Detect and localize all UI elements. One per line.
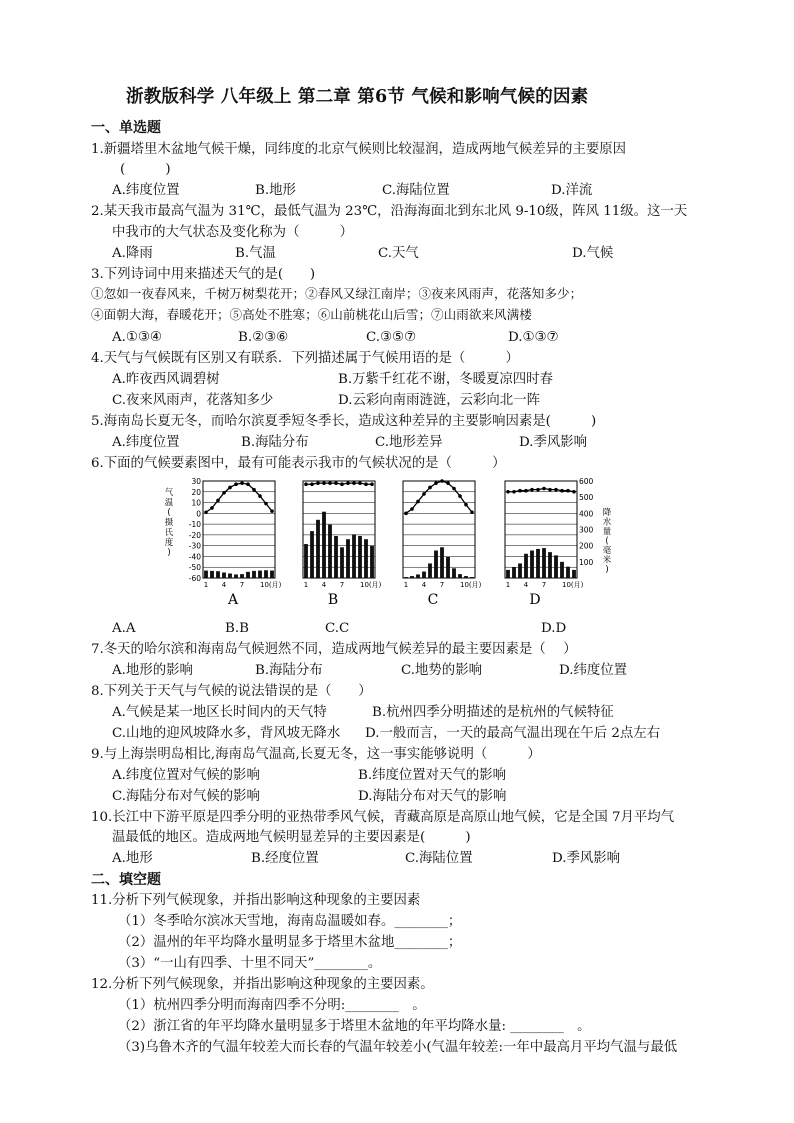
question-7-option-d: D.纬度位置	[559, 663, 628, 678]
section-heading-choice: 一、单选题	[91, 120, 161, 136]
month-tick-label: 1	[303, 581, 309, 589]
question-6-stem: 6.下面的气候要素图中，最有可能表示我市的气候状况的是（ ）	[91, 456, 506, 471]
precip-bar	[566, 567, 570, 578]
month-tick-label: 7	[339, 581, 345, 589]
question-9-option-a: A.纬度位置对气候的影响	[112, 768, 260, 783]
precip-bar	[452, 568, 456, 578]
question-6-option-c: C.C	[325, 621, 350, 636]
temp-point	[422, 492, 426, 496]
precip-bar	[322, 512, 326, 578]
precip-bar	[252, 571, 256, 578]
question-1-option-d: D.洋流	[551, 183, 593, 198]
question-7-option-a: A.地形的影响	[112, 663, 193, 678]
question-9-option-b: B.纬度位置对天气的影响	[358, 768, 507, 783]
month-tick-label: 4	[321, 581, 327, 589]
precip-bar	[234, 574, 238, 578]
temp-tick-label: -20	[188, 530, 201, 540]
precip-bar	[240, 574, 244, 578]
precip-tick-label: 600	[579, 477, 594, 486]
question-7-stem: 7.冬天的哈尔滨和海南岛气候迥然不同，造成两地气候差异的最主要因素是（ ）	[91, 642, 577, 657]
question-2-option-b: B.气温	[235, 246, 276, 261]
precip-bar	[410, 576, 414, 578]
precip-bar	[536, 549, 540, 578]
precip-axis-label-char: 水	[602, 517, 612, 528]
question-12-item-2: （2）浙江省的年平均降水量明显多于塔里木盆地的年平均降水量: ________ 。	[118, 1019, 591, 1034]
temp-point	[252, 488, 256, 492]
precip-bar	[258, 571, 262, 578]
precip-bar	[228, 573, 232, 578]
question-9-option-c: C.海陆分布对气候的影响	[112, 789, 260, 804]
question-12-item-1: （1）杭州四季分明而海南四季不分明:________ 。	[118, 998, 426, 1013]
temp-point	[264, 502, 268, 506]
chart-frame	[203, 481, 275, 578]
temp-point	[428, 486, 432, 490]
precip-axis-label-char: 毫	[602, 546, 612, 556]
month-tick-label: 1	[203, 581, 209, 589]
temp-point	[542, 487, 546, 491]
question-3-option-d: D.①③⑦	[508, 330, 559, 345]
question-5-option-a: A.纬度位置	[112, 435, 180, 450]
question-12-stem: 12.分析下列气候现象，并指出影响这种现象的主要因素。	[91, 977, 434, 992]
temp-point	[536, 488, 540, 492]
precip-bar	[560, 562, 564, 578]
question-10-option-a: A.地形	[112, 851, 153, 866]
month-tick-label: 1	[505, 581, 511, 589]
question-1-option-c: C.海陆位置	[382, 183, 450, 198]
temp-point	[440, 479, 444, 483]
precip-bar	[334, 536, 338, 578]
precip-bar	[440, 547, 444, 578]
temp-tick-label: 10	[191, 498, 201, 508]
temp-point	[228, 486, 232, 490]
question-10-stem-line1: 10.长江中下游平原是四季分明的亚热带季风气候，青藏高原是高原山地气候，它是全国 7月平均气	[91, 810, 675, 825]
temp-point	[316, 481, 320, 485]
question-1-blank: ( )	[120, 162, 171, 177]
question-4-option-d: D.云彩向南雨涟涟，云彩向北一阵	[338, 393, 540, 408]
precip-bar	[340, 547, 344, 578]
temp-point	[240, 481, 244, 485]
temp-point	[572, 490, 576, 494]
question-8-option-d: D.一般而言，一天的最高气温出现在午后 2点左右	[365, 726, 661, 741]
temp-line	[306, 483, 372, 484]
precip-bar	[458, 574, 462, 578]
section-heading-fill: 二、填空题	[91, 872, 161, 888]
temp-axis-label-char: )	[167, 548, 171, 558]
question-10-option-b: B.经度位置	[251, 851, 319, 866]
temp-axis-label-char: 摄	[164, 518, 174, 528]
precip-bar	[346, 539, 350, 578]
question-1-option-b: B.地形	[255, 183, 296, 198]
temp-point	[548, 488, 552, 492]
temp-point	[328, 481, 332, 485]
question-2-stem-line2: 中我市的大气状态及变化称为（ ）	[112, 225, 354, 240]
precip-bar	[364, 539, 368, 578]
precip-bar	[428, 563, 432, 578]
temp-axis-label-char: 气	[164, 488, 174, 498]
temp-point	[464, 503, 468, 507]
precip-bar	[310, 531, 314, 578]
temp-point	[554, 488, 558, 492]
month-tick-label: 4	[523, 581, 529, 589]
temp-point	[346, 481, 350, 485]
month-tick-label: 10(月)	[260, 581, 282, 589]
question-9-option-d: D.海陆分布对天气的影响	[358, 789, 507, 804]
question-5-option-d: D.季风影响	[519, 435, 588, 450]
temp-point	[404, 512, 408, 516]
precip-axis-label-char: (	[605, 536, 609, 547]
temp-point	[364, 482, 368, 486]
month-tick-label: 10(月)	[360, 581, 382, 589]
precip-bar	[518, 563, 522, 578]
chart-frame	[403, 481, 475, 578]
temp-point	[340, 482, 344, 486]
precip-tick-label: 500	[579, 493, 594, 503]
month-tick-label: 10(月)	[460, 581, 482, 589]
temp-tick-label: -30	[188, 541, 201, 551]
question-10-option-c: C.海陆位置	[405, 851, 473, 866]
temp-point	[222, 491, 226, 495]
question-5-option-b: B.海陆分布	[241, 435, 309, 450]
temp-point	[370, 482, 374, 486]
temp-point	[530, 488, 534, 492]
temp-point	[216, 499, 220, 503]
question-8-option-a: A.气候是某一地区长时间内的天气特	[112, 705, 327, 720]
question-4-option-b: B.万紫千红花不谢，冬暖夏凉四时春	[338, 372, 553, 387]
chart-frame	[505, 481, 577, 578]
question-5-option-c: C.地形差异	[375, 435, 443, 450]
precip-axis-label-char: )	[605, 565, 609, 575]
temp-point	[524, 489, 528, 493]
temp-point	[270, 509, 274, 513]
temp-axis-label-char: (	[167, 508, 171, 518]
precip-bar	[470, 577, 474, 578]
question-6-option-a: A.A	[112, 621, 136, 636]
question-8-option-c: C.山地的迎风坡降水多，背风坡无降水	[112, 726, 341, 741]
question-7-option-c: C.地势的影响	[401, 663, 482, 678]
question-11-item-2: （2）温州的年平均降水量明显多于塔里木盆地________；	[118, 935, 462, 950]
precip-bar	[572, 570, 576, 578]
temp-line	[406, 481, 472, 513]
month-tick-label: 4	[221, 581, 227, 589]
temp-point	[322, 481, 326, 485]
precip-tick-label: 400	[579, 509, 594, 519]
question-3-poems-line2: ④面朝大海，春暖花开；⑤高处不胜寒；⑥山前桃花山后雪；⑦山雨欲来风满楼	[91, 307, 532, 322]
question-2-option-d: D.气候	[572, 246, 614, 261]
precip-bar	[316, 520, 320, 578]
temp-point	[210, 506, 214, 510]
temp-point	[204, 510, 208, 514]
precip-axis-label-char: 量	[602, 527, 612, 537]
panel-label: A	[227, 592, 239, 608]
temp-point	[352, 481, 356, 485]
page-title: 浙教版科学 八年级上 第二章 第6节 气候和影响气候的因素	[126, 87, 589, 107]
month-tick-label: 10(月)	[562, 581, 584, 589]
precip-bar	[246, 572, 250, 578]
temp-point	[410, 507, 414, 511]
precip-bar	[358, 536, 362, 578]
temp-tick-label: -60	[188, 574, 201, 583]
temp-tick-label: 20	[191, 487, 201, 497]
precip-tick-label: 100	[579, 557, 594, 567]
panel-label: D	[529, 592, 541, 608]
question-3-stem: 3.下列诗词中用来描述天气的是( )	[91, 267, 316, 282]
precip-bar	[530, 551, 534, 578]
question-11-item-1: （1）冬季哈尔滨冰天雪地，海南岛温暖如春。________；	[118, 914, 462, 929]
temp-point	[506, 490, 510, 494]
precip-bar	[512, 567, 516, 578]
question-11-item-3: （3）“一山有四季、十里不同天”________。	[118, 956, 382, 971]
month-tick-label: 4	[421, 581, 427, 589]
precip-bar	[328, 525, 332, 578]
precip-bar	[524, 554, 528, 578]
temp-tick-label: 0	[196, 509, 201, 519]
question-8-option-b: B.杭州四季分明描述的是杭州的气候特征	[372, 705, 614, 720]
precip-bar	[416, 574, 420, 578]
temp-axis-label-char: 氏	[164, 528, 174, 538]
month-tick-label: 7	[541, 581, 547, 589]
precip-bar	[404, 577, 408, 578]
precip-tick-label: 300	[579, 525, 594, 535]
temp-tick-label: -40	[188, 552, 201, 562]
temp-point	[246, 482, 250, 486]
temp-point	[234, 482, 238, 486]
temp-point	[304, 482, 308, 486]
temp-point	[518, 489, 522, 493]
question-2-option-a: A.降雨	[112, 246, 153, 261]
question-2-option-c: C.天气	[378, 246, 419, 261]
temp-point	[358, 481, 362, 485]
question-3-option-c: C.③⑤⑦	[366, 330, 417, 345]
temp-tick-label: -50	[188, 563, 201, 573]
temp-axis-label-char: 温	[164, 498, 174, 508]
temp-point	[258, 494, 262, 498]
question-10-stem-line2: 温最低的地区。造成两地气候明显差异的主要因素是( )	[112, 830, 471, 845]
temp-point	[566, 489, 570, 493]
question-2-stem-line1: 2.某天我市最高气温为 31℃，最低气温为 23℃，沿海海面北到东北风 9-10级，阵风 11级。这一天	[91, 204, 688, 219]
precip-axis-label-char: 米	[602, 555, 612, 566]
question-8-stem: 8.下列关于天气与气候的说法错误的是（ ）	[91, 684, 372, 699]
question-3-option-b: B.②③⑥	[238, 330, 289, 345]
question-7-option-b: B.海陆分布	[255, 663, 323, 678]
precip-bar	[210, 571, 214, 578]
question-4-option-a: A.昨夜西风调碧树	[112, 372, 220, 387]
question-9-stem: 9.与上海崇明岛相比,海南岛气温高,长夏无冬，这一事实能够说明（ ）	[91, 747, 541, 762]
question-12-item-3: （3)乌鲁木齐的气温年较差大而长春的气温年较差小(气温年较差:一年中最高月平均气温与最低	[118, 1040, 678, 1055]
panel-label: C	[427, 592, 439, 608]
precip-bar	[370, 546, 374, 578]
month-tick-label: 1	[403, 581, 409, 589]
temp-point	[458, 494, 462, 498]
question-11-stem: 11.分析下列气候现象，并指出影响这种现象的主要因素	[91, 893, 421, 908]
month-tick-label: 7	[439, 581, 445, 589]
temp-point	[452, 487, 456, 491]
temp-line	[508, 489, 574, 492]
temp-tick-label: -10	[188, 520, 201, 530]
question-10-option-d: D.季风影响	[552, 851, 621, 866]
precip-bar	[222, 573, 226, 578]
question-3-option-a: A.①③④	[112, 330, 162, 345]
precip-bar	[422, 572, 426, 578]
precip-bar	[270, 571, 274, 578]
question-6-option-b: B.B	[225, 621, 249, 636]
precip-bar	[554, 555, 558, 578]
question-1-option-a: A.纬度位置	[112, 183, 180, 198]
temp-line	[206, 483, 272, 512]
panel-label: B	[327, 592, 339, 608]
temp-point	[416, 500, 420, 504]
precip-bar	[304, 544, 308, 578]
temp-point	[310, 482, 314, 486]
precip-bar	[204, 571, 208, 578]
question-4-stem: 4.天气与气候既有区别又有联系．下列描述属于气候用语的是（ ）	[91, 351, 519, 366]
precip-bar	[548, 552, 552, 578]
question-5-stem: 5.海南岛长夏无冬，而哈尔滨夏季短冬季长，造成这种差异的主要影响因素是( )	[91, 414, 597, 429]
precip-bar	[446, 557, 450, 578]
temp-point	[512, 490, 516, 494]
question-4-option-c: C.夜来风雨声，花落知多少	[112, 393, 274, 408]
precip-bar	[216, 571, 220, 578]
precip-bar	[542, 548, 546, 578]
temp-point	[470, 510, 474, 514]
question-3-poems-line1: ①忽如一夜春风来，千树万树梨花开；②春风又绿江南岸；③夜来风雨声，花落知多少；	[91, 286, 583, 301]
precip-bar	[464, 576, 468, 578]
temp-tick-label: 30	[191, 477, 201, 486]
precip-bar	[506, 570, 510, 578]
climate-charts	[155, 473, 615, 613]
temp-point	[446, 481, 450, 485]
month-tick-label: 7	[239, 581, 245, 589]
precip-bar	[264, 570, 268, 578]
temp-point	[560, 489, 564, 493]
temp-point	[434, 481, 438, 485]
temp-point	[334, 481, 338, 485]
precip-tick-label: 200	[579, 541, 594, 551]
precip-axis-label-char: 降	[602, 508, 612, 518]
precip-bar	[434, 551, 438, 578]
question-1-stem: 1.新疆塔里木盆地气候干燥，同纬度的北京气候则比较湿润，造成两地气候差异的主要原因	[91, 142, 627, 157]
question-6-option-d: D.D	[541, 621, 567, 636]
temp-axis-label-char: 度	[164, 538, 174, 548]
precip-bar	[352, 534, 356, 578]
